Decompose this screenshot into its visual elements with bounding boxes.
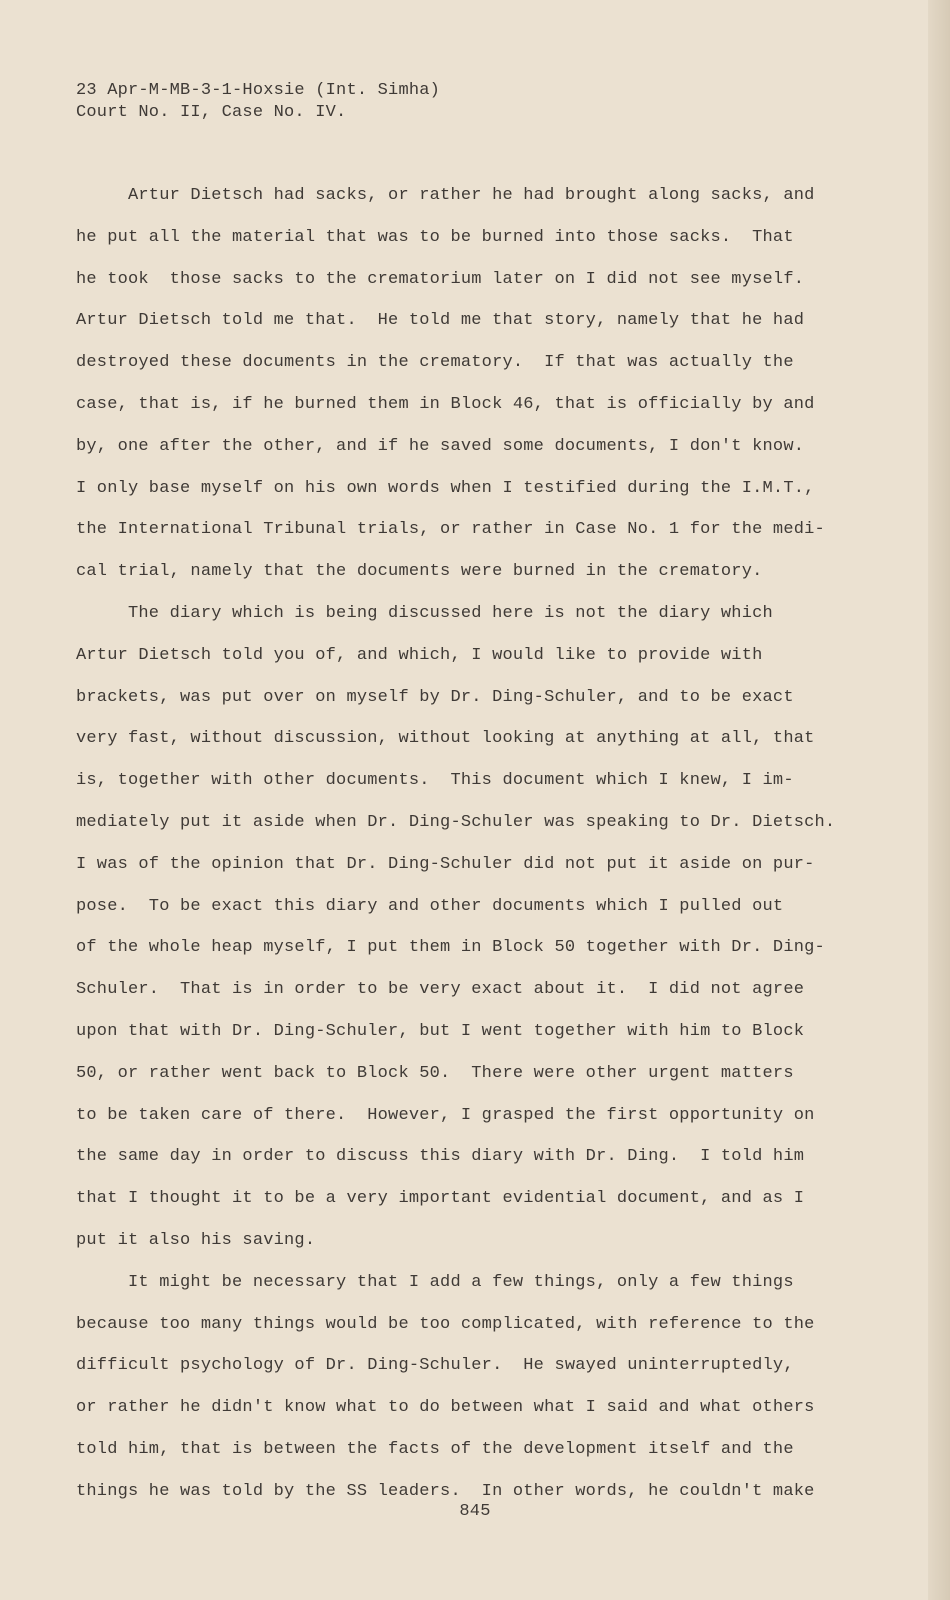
text-line-22: 50, or rather went back to Block 50. There were other urgent matters [76, 1063, 794, 1083]
text-line-30: or rather he didn't know what to do between what I said and what others [76, 1398, 815, 1418]
text-line-29: difficult psychology of Dr. Ding-Schuler. He swayed uninterruptedly, [76, 1356, 794, 1376]
text-line-12: Artur Dietsch told you of, and which, I would like to provide with [76, 645, 763, 665]
text-line-23: to be taken care of there. However, I grasped the first opportunity on [76, 1105, 815, 1125]
text-line-20: Schuler. That is in order to be very exact about it. I did not agree [76, 980, 805, 1000]
header-line-2: Court No. II, Case No. IV. [76, 103, 347, 122]
text-line-14: very fast, without discussion, without looking at anything at all, that [76, 729, 815, 749]
text-line-7: by, one after the other, and if he saved some documents, I don't know. [76, 436, 805, 456]
text-line-1: Artur Dietsch had sacks, or rather he had brought along sacks, and [76, 186, 815, 205]
text-line-15: is, together with other documents. This document which I knew, I im- [76, 771, 794, 791]
text-line-4: Artur Dietsch told me that. He told me that story, namely that he had [76, 311, 805, 331]
text-line-3: he took those sacks to the crematorium later on I did not see myself. [76, 269, 805, 289]
text-line-28: because too many things would be too complicated, with reference to the [76, 1314, 815, 1334]
text-line-25: that I thought it to be a very important evidential document, and as I [76, 1189, 805, 1209]
text-line-6: case, that is, if he burned them in Block 46, that is officially by and [76, 394, 815, 414]
text-line-17: I was of the opinion that Dr. Ding-Schuler did not put it aside on pur- [76, 854, 815, 874]
text-line-10: cal trial, namely that the documents were burned in the crematory. [76, 562, 763, 582]
header-line-1: 23 Apr-M-MB-3-1-Hoxsie (Int. Simha) [76, 81, 441, 100]
text-line-26: put it also his saving. [76, 1230, 316, 1250]
text-line-5: destroyed these documents in the crematory. If that was actually the [76, 353, 794, 373]
document-header [76, 80, 440, 124]
text-line-13: brackets, was put over on myself by Dr. Ding-Schuler, and to be exact [76, 687, 794, 707]
text-line-27: It might be necessary that I add a few things, only a few things [76, 1272, 794, 1292]
text-line-11: The diary which is being discussed here is not the diary which [76, 603, 773, 623]
text-line-9: the International Tribunal trials, or rather in Case No. 1 for the medi- [76, 520, 825, 540]
page-edge [928, 0, 950, 1600]
body-text [76, 183, 846, 1521]
text-line-32: things he was told by the SS leaders. In other words, he couldn't make [76, 1481, 815, 1501]
text-line-16: mediately put it aside when Dr. Ding-Schuler was speaking to Dr. Dietsch. [76, 812, 836, 832]
page-number: 845 [459, 1502, 491, 1521]
text-line-8: I only base myself on his own words when I testified during the I.M.T., [76, 478, 815, 498]
text-line-21: upon that with Dr. Ding-Schuler, but I went together with him to Block [76, 1021, 805, 1041]
text-line-31: told him, that is between the facts of the development itself and the [76, 1439, 794, 1459]
text-line-18: pose. To be exact this diary and other documents which I pulled out [76, 896, 784, 916]
text-line-2: he put all the material that was to be burned into those sacks. That [76, 227, 794, 247]
text-line-19: of the whole heap myself, I put them in Block 50 together with Dr. Ding- [76, 938, 825, 958]
text-line-24: the same day in order to discuss this diary with Dr. Ding. I told him [76, 1147, 805, 1167]
